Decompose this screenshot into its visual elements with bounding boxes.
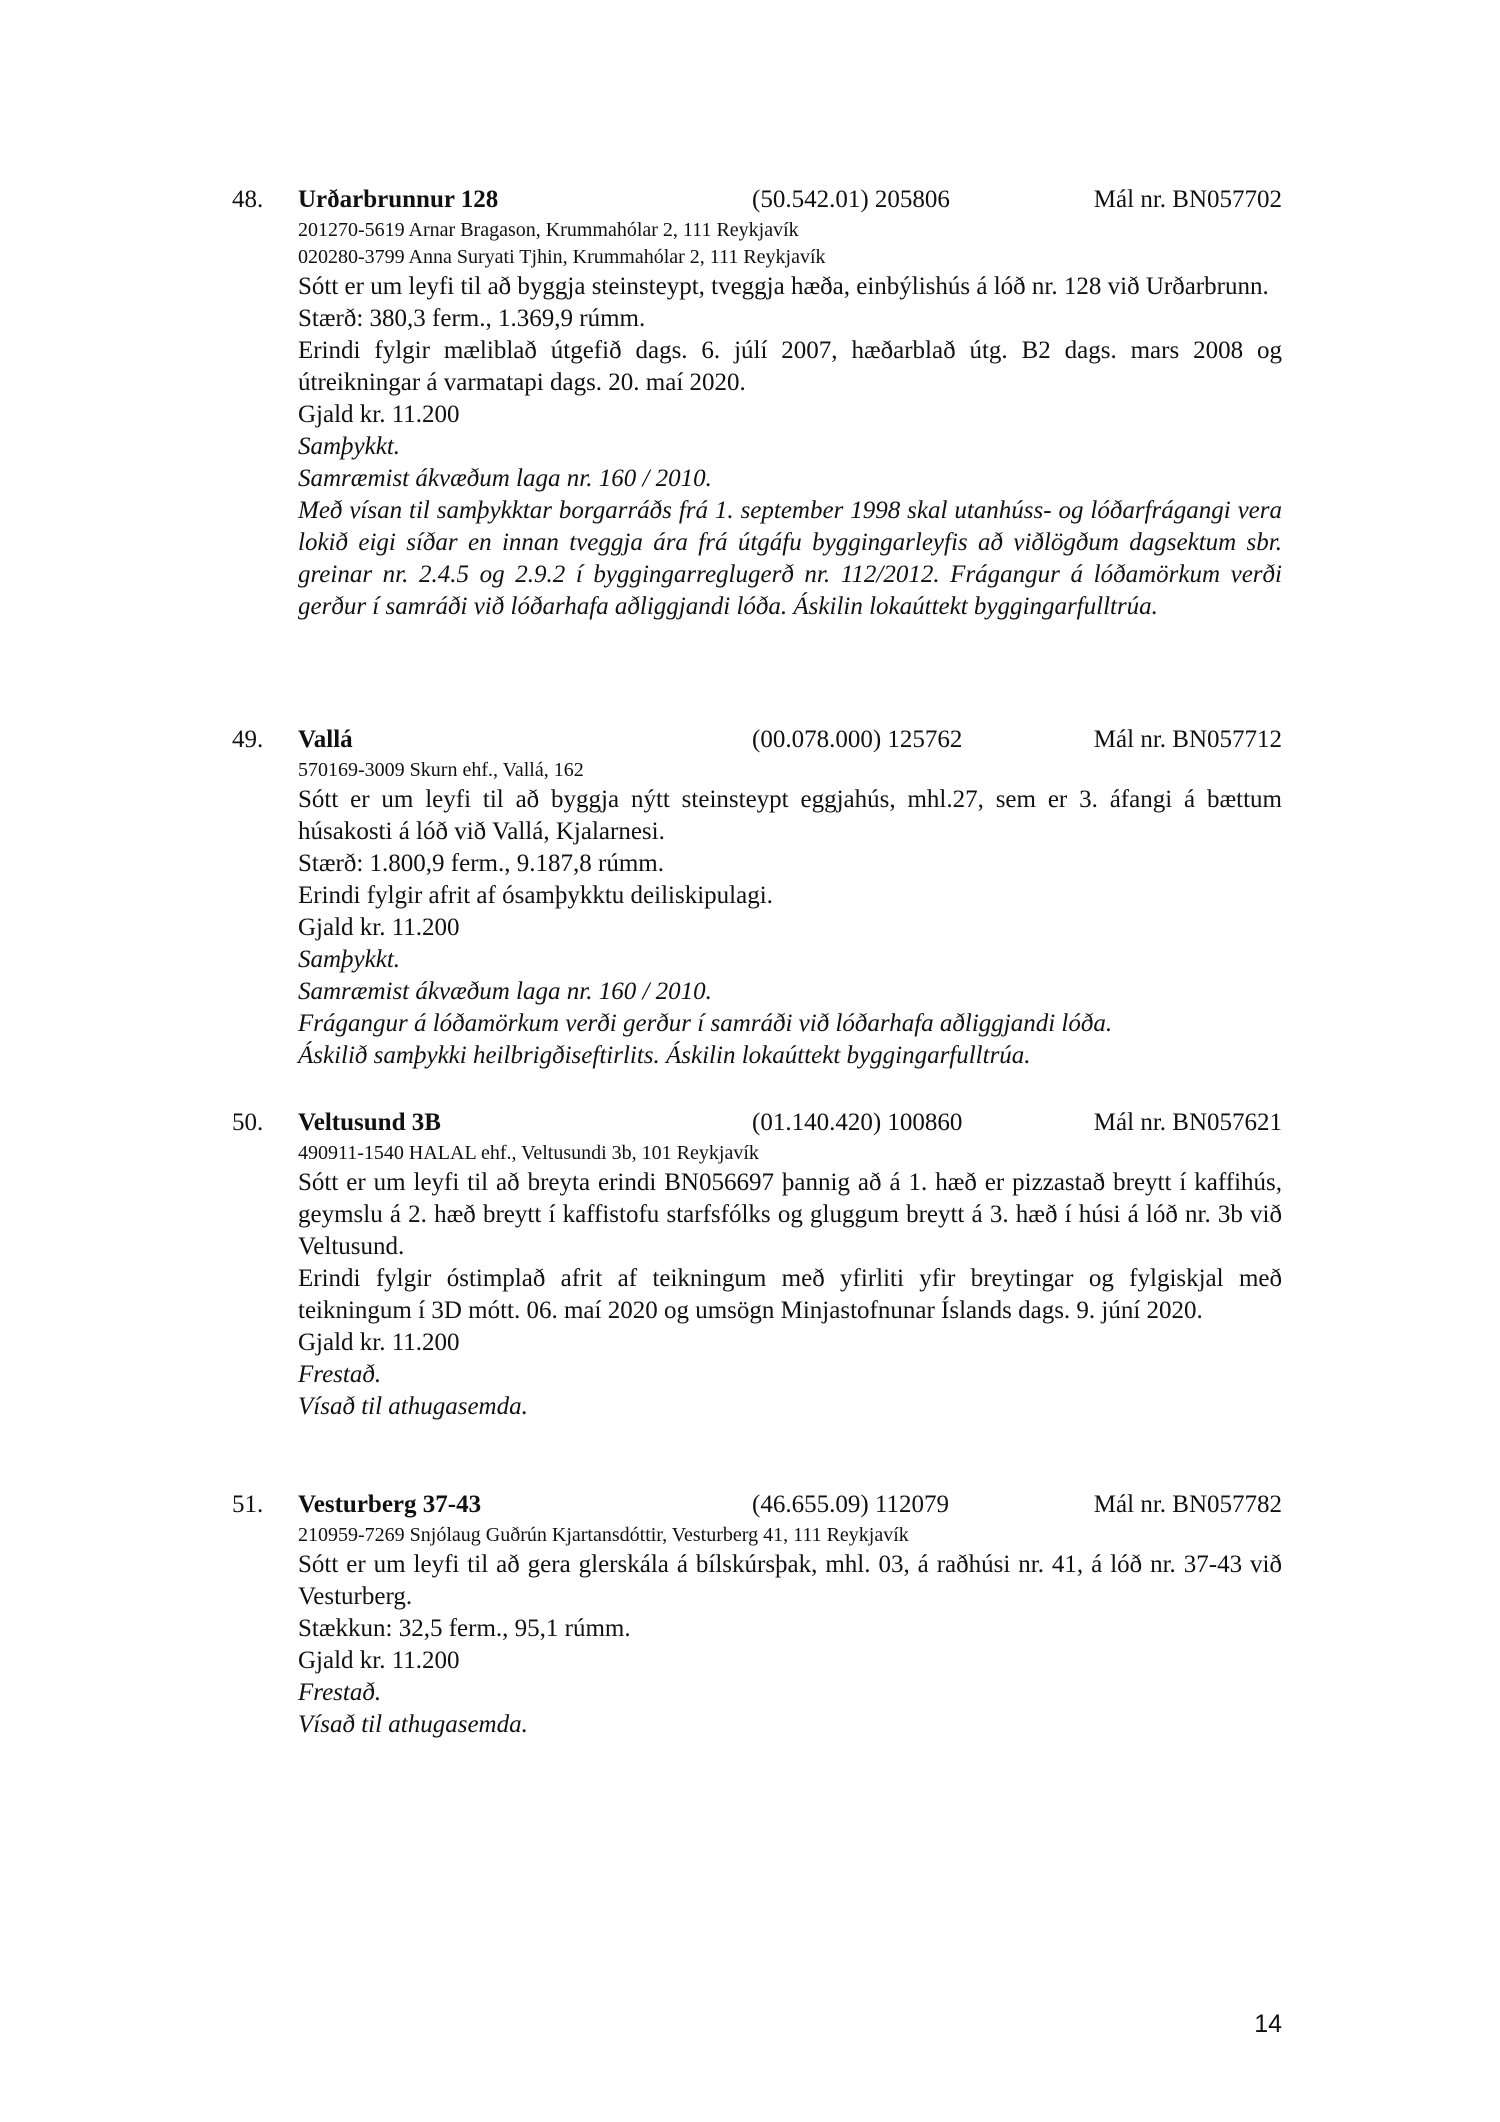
land-reference: (50.542.01) 205806 (752, 186, 950, 213)
case-body (298, 757, 1282, 1072)
case-body (298, 217, 1282, 623)
case-heading (232, 1106, 1282, 1140)
case-description: Sótt er um leyfi til að byggja nýtt steinsteypt eggjahús, mhl.27, sem er 3. áfangi á bættum húsakosti á lóð við Vallá, Kjalarnesi. (298, 786, 1282, 845)
case-fee: Gjald kr. 11.200 (298, 1647, 460, 1674)
case-body (298, 1140, 1282, 1423)
case-decision: Samþykkt. (298, 433, 401, 460)
page-number: 14 (1254, 2010, 1282, 2038)
applicant-line: 201270-5619 Arnar Bragason, Krummahólar 2, 111 Reykjavík (298, 219, 799, 241)
case-number: 50. (232, 1109, 264, 1136)
case-size: Stærð: 1.800,9 ferm., 9.187,8 rúmm. (298, 850, 664, 877)
case-condition: Með vísan til samþykktar borgarráðs frá 1. september 1998 skal utanhúss- og lóðarfrágangi vera lokið eigi síðar en innan tveggja ára frá útgáfu byggingarleyfis að viðlögðum dagsektum sbr. greinar nr. 2.4.5 og 2.9.2 í byggingarreglugerð nr. 112/2012. Frágangur á lóðamörkum verði gerður í samráði við lóðarhafa aðliggjandi lóða. Áskilin lokaúttekt byggingarfulltrúa. (298, 497, 1282, 620)
case-address: Urðarbrunnur 128 (298, 186, 499, 213)
case-heading (232, 183, 1282, 217)
case-id: Mál nr. BN057712 (1093, 726, 1282, 753)
case-fee: Gjald kr. 11.200 (298, 1329, 460, 1356)
applicant-line: 490911-1540 HALAL ehf., Veltusundi 3b, 101 Reykjavík (298, 1142, 759, 1164)
case-law: Samræmist ákvæðum laga nr. 160 / 2010. (298, 978, 712, 1005)
case-size: Stærð: 380,3 ferm., 1.369,9 rúmm. (298, 305, 646, 332)
case-decision: Frestað. (298, 1679, 382, 1706)
case-description: Sótt er um leyfi til að breyta erindi BN056697 þannig að á 1. hæð er pizzastað breytt í kaffihús, geymslu á 2. hæð breytt í kaffistofu starfsfólks og gluggum breytt á 3. hæð í húsi á lóð nr. 3b við Veltusund. (298, 1169, 1282, 1260)
case-decision: Samþykkt. (298, 946, 401, 973)
case-address: Vesturberg 37-43 (298, 1491, 482, 1518)
case-law: Samræmist ákvæðum laga nr. 160 / 2010. (298, 465, 712, 492)
case-decision: Frestað. (298, 1361, 382, 1388)
case-law: Vísað til athugasemda. (298, 1711, 528, 1738)
case-heading (232, 1488, 1282, 1522)
case-documents: Erindi fylgir mæliblað útgefið dags. 6. júlí 2007, hæðarblað útg. B2 dags. mars 2008 og útreikningar á varmatapi dags. 20. maí 2020. (298, 337, 1282, 396)
case-documents: Erindi fylgir óstimplað afrit af teikningum með yfirliti yfir breytingar og fylgiskjal með teikningum í 3D mótt. 06. maí 2020 og umsögn Minjastofnunar Íslands dags. 9. júní 2020. (298, 1265, 1282, 1324)
case-item-50 (232, 1106, 1282, 1423)
case-condition: Frágangur á lóðamörkum verði gerður í samráði við lóðarhafa aðliggjandi lóða. (298, 1010, 1113, 1037)
case-body (298, 1522, 1282, 1741)
case-id: Mál nr. BN057702 (1093, 186, 1282, 213)
applicant-line: 020280-3799 Anna Suryati Tjhin, Krummahólar 2, 111 Reykjavík (298, 246, 826, 268)
case-law: Vísað til athugasemda. (298, 1393, 528, 1420)
case-item-51 (232, 1488, 1282, 1741)
land-reference: (46.655.09) 112079 (752, 1491, 949, 1518)
case-id: Mál nr. BN057782 (1093, 1491, 1282, 1518)
case-number: 48. (232, 186, 264, 213)
case-size: Stækkun: 32,5 ferm., 95,1 rúmm. (298, 1615, 631, 1642)
case-heading (232, 723, 1282, 757)
case-item-48 (232, 183, 1282, 623)
case-description: Sótt er um leyfi til að byggja steinsteypt, tveggja hæða, einbýlishús á lóð nr. 128 við Urðarbrunn. (298, 273, 1269, 300)
land-reference: (00.078.000) 125762 (752, 726, 963, 753)
case-description: Sótt er um leyfi til að gera glerskála á bílskúrsþak, mhl. 03, á raðhúsi nr. 41, á lóð nr. 37-43 við Vesturberg. (298, 1551, 1282, 1610)
land-reference: (01.140.420) 100860 (752, 1109, 963, 1136)
applicant-line: 210959-7269 Snjólaug Guðrún Kjartansdóttir, Vesturberg 41, 111 Reykjavík (298, 1524, 909, 1546)
case-number: 49. (232, 726, 264, 753)
case-documents: Erindi fylgir afrit af ósamþykktu deiliskipulagi. (298, 882, 773, 909)
case-fee: Gjald kr. 11.200 (298, 914, 460, 941)
case-address: Veltusund 3B (298, 1109, 441, 1136)
case-number: 51. (232, 1491, 264, 1518)
applicant-line: 570169-3009 Skurn ehf., Vallá, 162 (298, 759, 584, 781)
case-item-49 (232, 723, 1282, 1072)
case-condition: Áskilið samþykki heilbrigðiseftirlits. Áskilin lokaúttekt byggingarfulltrúa. (298, 1042, 1031, 1069)
case-id: Mál nr. BN057621 (1093, 1109, 1282, 1136)
case-fee: Gjald kr. 11.200 (298, 401, 460, 428)
case-address: Vallá (298, 726, 353, 753)
